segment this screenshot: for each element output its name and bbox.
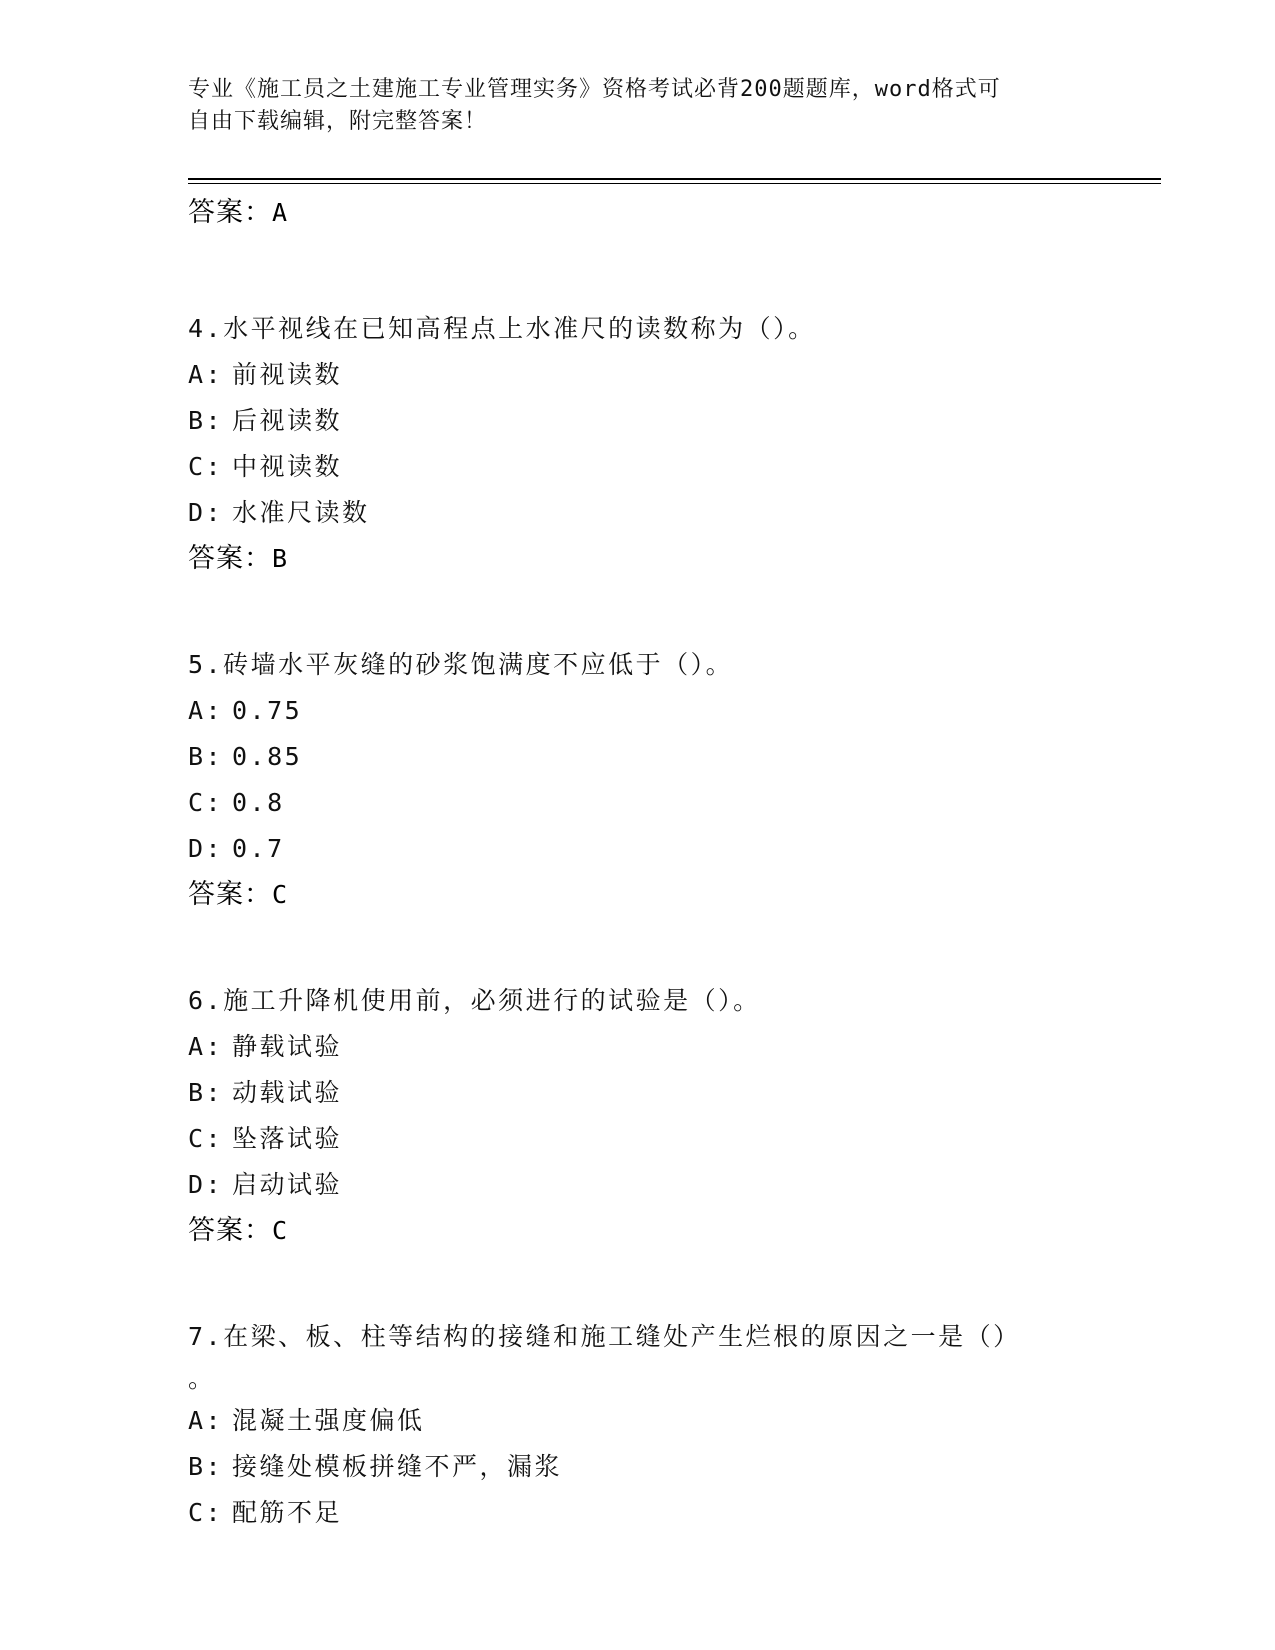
option-text: 后视读数 (232, 406, 343, 435)
option-text: 中视读数 (232, 452, 343, 481)
option-c (188, 1116, 1108, 1162)
answer-value: C (272, 880, 289, 909)
option-text: 0.75 (232, 696, 303, 725)
answer-line (188, 190, 1108, 236)
header-line-1: 专业《施工员之土建施工专业管理实务》资格考试必背200题题库，word格式可 (188, 77, 1001, 102)
option-c (188, 780, 1108, 826)
option-key: D: (188, 498, 224, 527)
answer-label: 答案： (188, 1215, 272, 1246)
question-item (188, 306, 1108, 582)
option-key: C: (188, 1498, 224, 1527)
option-key: B: (188, 406, 224, 435)
option-a (188, 352, 1108, 398)
answer-label: 答案： (188, 879, 272, 910)
option-d (188, 1162, 1108, 1208)
option-text: 坠落试验 (232, 1124, 343, 1153)
option-c (188, 444, 1108, 490)
option-key: B: (188, 1078, 224, 1107)
option-key: A: (188, 1406, 224, 1435)
answer-line (188, 536, 1108, 582)
option-d (188, 490, 1108, 536)
question-stem-continuation: 。 (188, 1364, 216, 1393)
option-key: B: (188, 1452, 224, 1481)
option-text: 0.8 (232, 788, 285, 817)
answer-value: A (272, 198, 289, 227)
option-text: 接缝处模板拼缝不严，漏浆 (232, 1452, 563, 1481)
option-text: 动载试验 (232, 1078, 343, 1107)
option-key: B: (188, 742, 224, 771)
answer-label: 答案： (188, 543, 272, 574)
option-key: C: (188, 452, 224, 481)
option-b (188, 734, 1108, 780)
question-stem: 5.砖墙水平灰缝的砂浆饱满度不应低于（）。 (188, 650, 734, 679)
option-text: 混凝土强度偏低 (232, 1406, 425, 1435)
option-text: 0.7 (232, 834, 285, 863)
option-text: 前视读数 (232, 360, 343, 389)
option-text: 配筋不足 (232, 1498, 343, 1527)
answer-line (188, 872, 1108, 918)
answer-value: B (272, 544, 289, 573)
option-text: 静载试验 (232, 1032, 343, 1061)
question-stem: 4.水平视线在已知高程点上水准尺的读数称为（）。 (188, 314, 816, 343)
option-key: D: (188, 834, 224, 863)
header-line-2: 自由下载编辑，附完整答案！ (188, 109, 488, 134)
option-a (188, 688, 1108, 734)
question-stem: 6.施工升降机使用前，必须进行的试验是（）。 (188, 986, 761, 1015)
option-a (188, 1398, 1108, 1444)
question-item (188, 978, 1108, 1254)
header-rule-thin (188, 183, 1161, 184)
option-key: C: (188, 788, 224, 817)
question-list (188, 190, 1108, 1536)
option-d (188, 826, 1108, 872)
document-header (188, 74, 1068, 138)
option-key: C: (188, 1124, 224, 1153)
question-item (188, 1314, 1108, 1536)
option-text: 启动试验 (232, 1170, 343, 1199)
answer-value: C (272, 1216, 289, 1245)
option-key: D: (188, 1170, 224, 1199)
option-text: 0.85 (232, 742, 303, 771)
option-key: A: (188, 360, 224, 389)
option-b (188, 398, 1108, 444)
option-key: A: (188, 1032, 224, 1061)
option-a (188, 1024, 1108, 1070)
option-b (188, 1444, 1108, 1490)
answer-label: 答案： (188, 197, 272, 228)
option-b (188, 1070, 1108, 1116)
header-rule-thick (188, 178, 1161, 180)
option-text: 水准尺读数 (232, 498, 370, 527)
option-c (188, 1490, 1108, 1536)
question-stem: 7.在梁、板、柱等结构的接缝和施工缝处产生烂根的原因之一是（） (188, 1322, 1021, 1351)
question-item (188, 642, 1108, 918)
option-key: A: (188, 696, 224, 725)
answer-line (188, 1208, 1108, 1254)
